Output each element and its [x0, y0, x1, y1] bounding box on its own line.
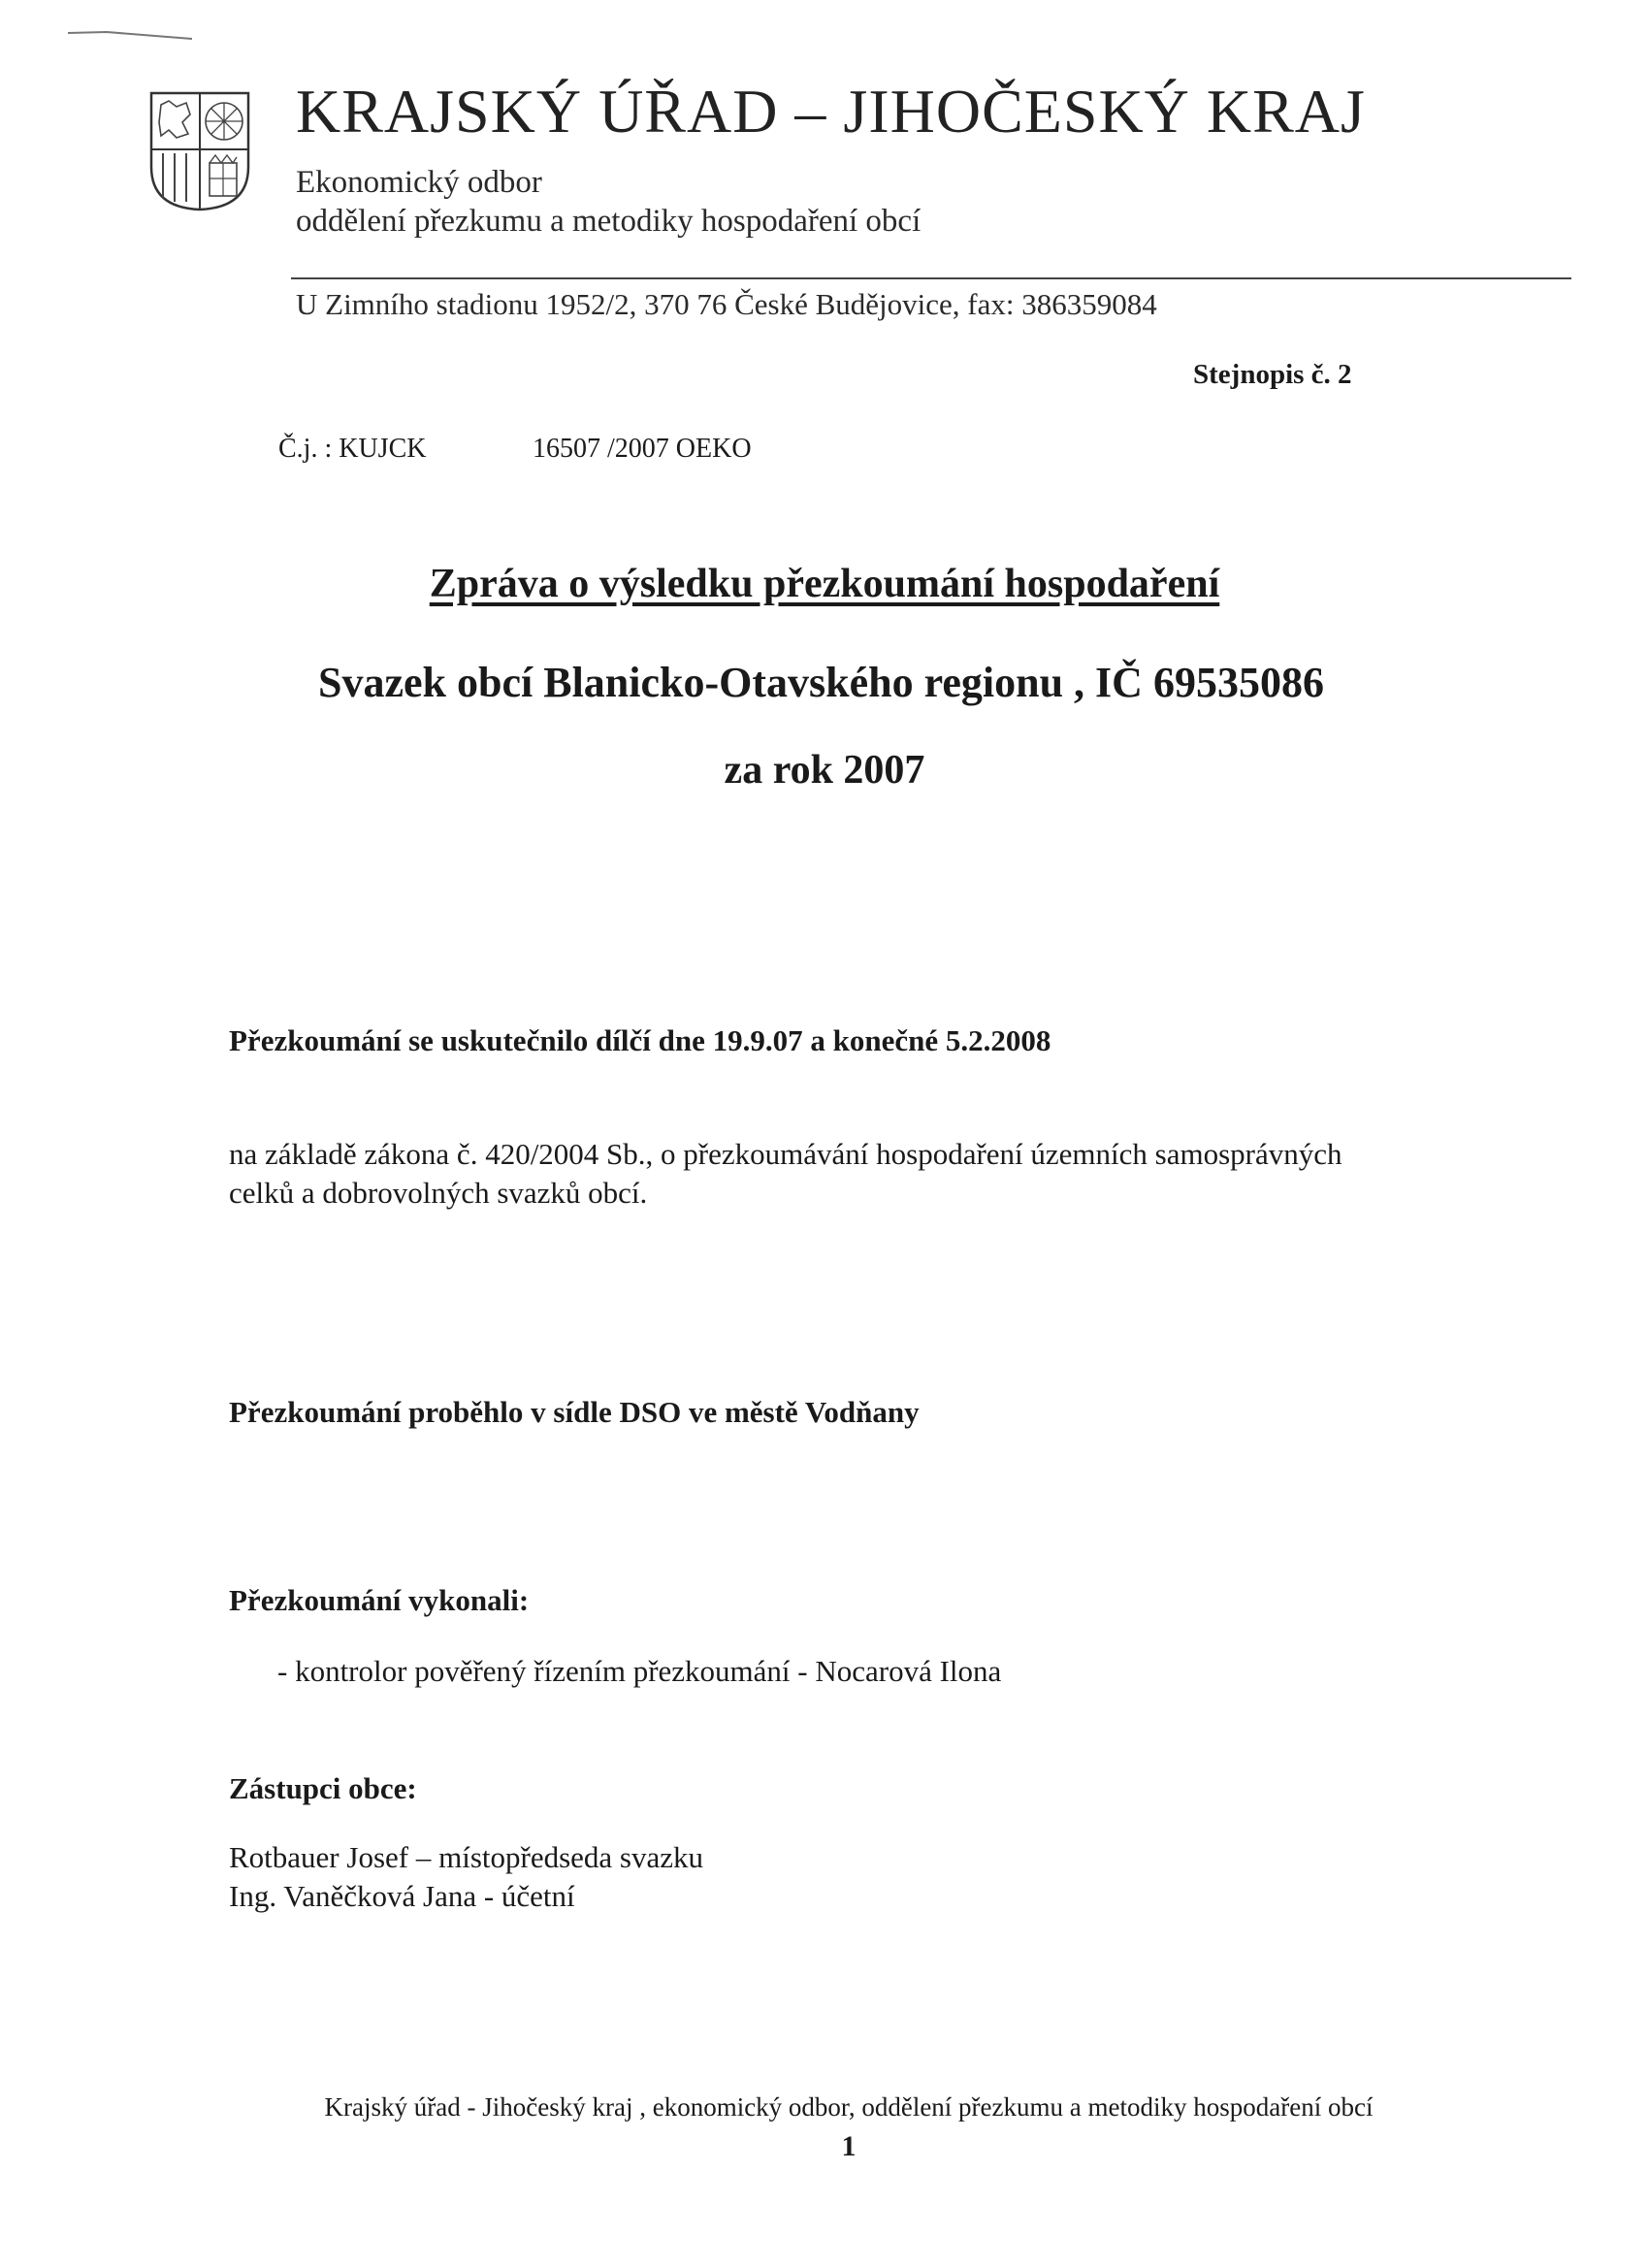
reference-number: 16507 /2007 OEKO	[533, 434, 752, 464]
representative-item: Ing. Vaněčková Jana - účetní	[229, 1879, 575, 1913]
copy-number: Stejnopis č. 2	[1193, 359, 1352, 390]
department-name: Ekonomický odbor	[296, 165, 542, 200]
coat-of-arms-icon	[147, 89, 252, 213]
reference-label: Č.j. : KUJCK	[278, 434, 427, 464]
division-name: oddělení přezkumu a metodiky hospodaření obcí	[296, 204, 922, 239]
legal-basis-line: celků a dobrovolných svazků obcí.	[229, 1176, 648, 1210]
examiner-item: - kontrolor pověřený řízením přezkoumání - Nocarová Ilona	[277, 1654, 1002, 1688]
representatives-heading: Zástupci obce:	[229, 1771, 417, 1805]
authority-title: KRAJSKÝ ÚŘAD – JIHOČESKÝ KRAJ	[296, 77, 1366, 146]
representative-item: Rotbauer Josef – místopředseda svazku	[229, 1840, 703, 1874]
report-year: za rok 2007	[724, 748, 925, 793]
review-dates: Přezkoumání se uskutečnilo dílčí dne 19.9.07 a konečné 5.2.2008	[229, 1023, 1051, 1057]
report-title: Zpráva o výsledku přezkoumání hospodaření	[429, 562, 1220, 606]
authority-address: U Zimního stadionu 1952/2, 370 76 České Budějovice, fax: 386359084	[296, 287, 1157, 321]
representatives-list	[229, 1838, 703, 1916]
page-number: 1	[841, 2130, 857, 2162]
header-divider	[291, 277, 1571, 279]
page-footer: Krajský úřad - Jihočeský kraj , ekonomický odbor, oddělení přezkumu a metodiky hospodaření obcí	[324, 2092, 1374, 2122]
report-entity: Svazek obcí Blanicko-Otavského regionu , IČ 69535086	[318, 659, 1324, 706]
examiners-heading: Přezkoumání vykonali:	[229, 1583, 530, 1617]
review-place: Přezkoumání proběhlo v sídle DSO ve městě Vodňany	[229, 1395, 920, 1429]
legal-basis	[229, 1135, 1490, 1213]
legal-basis-line: na základě zákona č. 420/2004 Sb., o přezkoumávání hospodaření územních samosprávných	[229, 1137, 1342, 1171]
scan-artifact-mark	[68, 29, 192, 41]
